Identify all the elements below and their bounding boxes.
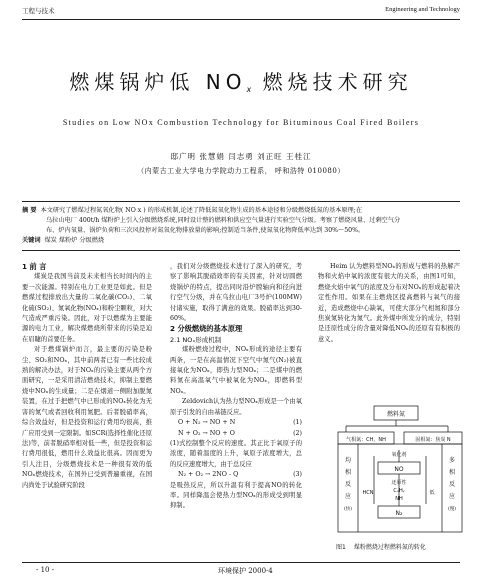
equation-1: O + N₂ → NO + N (1) bbox=[178, 419, 302, 427]
keywords-label: 关键词 bbox=[22, 237, 41, 244]
abstract-bottom-rule bbox=[22, 250, 460, 251]
english-title: Studies on Low NOx Combustion Technology for Bituminous Coal Fired Boilers bbox=[62, 118, 420, 127]
diagram-label: (慢) bbox=[447, 507, 457, 512]
paragraph: Heim 认为燃料型NOₓ的形成与燃料的热解产物和火焰中氧的浓度有很大的关系，由图1可知，燃烧火焰中氧气的浓度及分布对NOₓ的形成起着决定性作用。如果在主燃烧区提高燃料与氧气的接近，造成燃烧中心缺氧，可使大部分气相氮和部分焦炭氮转化为氮气。此外煤中所发分的成分，特别是还原性成分的含量对降低NOₓ的还原有有积极的意义。 bbox=[318, 263, 460, 343]
diagram-label: 氧化剂 bbox=[391, 452, 407, 458]
paragraph: Zeldovich认为热力型NOₓ形成是一个由氧原子引发的自由基链反应。 bbox=[170, 398, 302, 416]
column-3 bbox=[318, 262, 460, 345]
diagram-label: N₂ bbox=[395, 510, 403, 517]
equation-3: N₂ + O₂ → 2NO - Q (3) bbox=[178, 471, 302, 479]
diagram-label: 还原性 bbox=[391, 480, 407, 486]
diagram-label: NO bbox=[394, 466, 404, 473]
diagram-label: 气相氮：CH，NH bbox=[346, 437, 386, 443]
section-heading: 1 前 言 bbox=[22, 262, 47, 271]
subsection-heading: 2.1 NOₓ形成机制 bbox=[170, 335, 222, 344]
abstract-label: 摘 要 bbox=[22, 207, 37, 214]
footer-journal: 环境保护 2000·4 bbox=[218, 567, 273, 575]
diagram-label: CₓHᵧ bbox=[393, 488, 405, 494]
header-rule bbox=[22, 19, 460, 20]
column-1 bbox=[22, 262, 152, 491]
diagram-label: HCN bbox=[362, 490, 374, 496]
page-title: 燃煤锅炉低 NOx 燃烧技术研究 bbox=[69, 70, 413, 94]
figure-caption: 图1 煤粉燃烧过程燃料氮的转化 bbox=[336, 544, 426, 551]
page-footer bbox=[22, 566, 460, 578]
paragraph: 煤炭是我国当前及未来相当长时间内的主要一次能源。特别在电力工业更是如此。但是燃煤过程排放出大量的二氧化碳(CO₂)、二氧化硫(SO₂)、氮氧化物(NOₓ)和粉尘颗粒，对大气造成严重污染。因此，对于以燃煤为主要能源的电力工业，解决煤燃烧所带来的污染是迫在眉睫的首要任务。 bbox=[22, 273, 152, 343]
diagram-label: 固相氮：焦炭 N bbox=[415, 437, 451, 443]
diagram-label: 应 bbox=[344, 493, 352, 500]
authors: 邸广明 张慧娟 闫志勇 刘正旺 王桂江 bbox=[170, 152, 312, 161]
header-section: 工程与技术 bbox=[22, 7, 55, 15]
diagram-label: 均 bbox=[344, 457, 352, 464]
affiliation: （内蒙古工业大学电力学院动力工程系， 呼和浩特 010080） bbox=[137, 167, 345, 175]
diagram-label: 应 bbox=[448, 493, 456, 500]
paragraph: ，我们对分级燃烧技术进行了深入的研究，考察了影响其脱硝效率的有关因素，针对切圆燃烧锅炉的特点，提出同时沿炉膛轴向和径向进行空气分级，并在乌拉山电厂3号炉(100MW)付诸实施，取得了满意的效果。脱硝率达到30-60%。 bbox=[170, 263, 302, 323]
header-journal: Engineering and Technology bbox=[385, 6, 460, 13]
paragraph: 煤粉燃烧过程中，NOₓ形成的途径主要有两条，一是在高温情况下空气中氮气(N₂)被直接氧化为NOₓ，即热力型NOₓ；二是煤中的燃料氮在高温氧气中被氧化为NOₓ，即燃料型NOₓ。 bbox=[170, 346, 302, 395]
diagram-label: 反 bbox=[448, 481, 456, 488]
equation-2: N + O₂ → NO + O (2) bbox=[178, 429, 302, 437]
paragraph: (1)式控制整个反应的速度。其正比于氧原子的浓度，随着温度的上升，氧原子浓度增大，总的反应速度增大，由于总反应 bbox=[170, 439, 302, 468]
keywords: 煤炭 煤粉炉 分级燃烧 bbox=[44, 237, 105, 244]
diagram-label: 低 bbox=[429, 490, 435, 496]
section-heading: 2 分级燃烧的基本原理 bbox=[170, 324, 243, 334]
diagram-label: 相 bbox=[448, 469, 456, 476]
paragraph: 是吸热反应，所以升温有利于提高NO的转化率。同样降温会使热力型NOₓ的形成受到明显抑制。 bbox=[170, 481, 302, 510]
diagram-label: 燃料氮 bbox=[386, 411, 406, 418]
diagram-label: NH bbox=[395, 496, 403, 502]
column-2 bbox=[170, 262, 302, 512]
diagram-label: 多 bbox=[448, 457, 456, 464]
abstract: 摘 要 本文研究了燃煤过程氮氧化物( NO x ) 的形成机制,论述了降低氮氧化物生成的基本途径和分级燃烧低氮的基本原理;在 乌拉山电厂 400t/h 煤粉炉上引入分级燃烧系统,同时设计整的燃料和供应空气量进行实验空气分级。考察了燃烧风量、过剩空气分 布、炉内氧量、锅炉负荷和三次风投停对氮氧化物排放量的影响;控制适当条件,使氮氧化物降低率达到 30%～50%。 关键词 煤炭 煤粉炉 分级燃烧 bbox=[22, 207, 401, 244]
diagram-label: (快) bbox=[343, 507, 353, 512]
diagram-label: 反 bbox=[344, 481, 352, 488]
footer-rule bbox=[22, 562, 460, 563]
fuel-nitrogen-diagram bbox=[336, 404, 464, 536]
running-header bbox=[22, 6, 460, 18]
abstract-top-rule bbox=[22, 201, 460, 202]
page-number: - 10 - bbox=[36, 566, 55, 574]
paragraph: 对于燃煤锅炉而言，最主要的污染是粉尘、SO₂和NOₓ，其中前两者已有一些比较成熟的解决办法，对于NOₓ的污染主要从两个方面研究，一是采用清洁燃烧技术，抑制主要燃烧中NOₓ的生成量；二是在烟道一侧附加脱氮装置，在过于把燃气中已形成的NOₓ转化为无害的氮气或者回收利用氮肥。后者脱硝率高，综合效益好，但是投资和运行费用均很高，推广应用受到一定限制。如SCR(选择性催化还原法)等，前者脱硝率相对低一些，但是投资和运行费用很低，燃用什么效益比很高。因而更为引人注目，分级燃烧技术是一种很有效的低NOₓ燃烧技术，在国外已受到普遍重视，在国内尚处于试验研究阶段 bbox=[22, 346, 152, 489]
diagram-label: 相 bbox=[344, 469, 352, 476]
